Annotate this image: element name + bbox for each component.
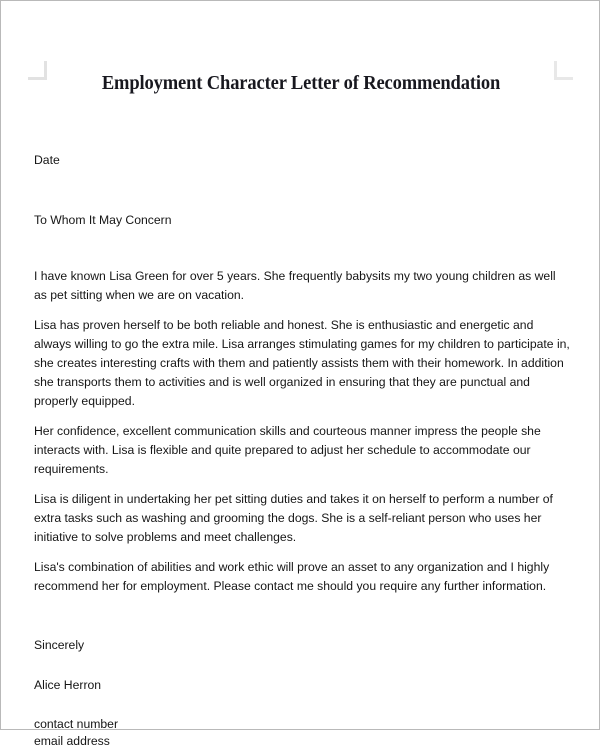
body-paragraph-5: Lisa's combination of abilities and work ethic will prove an asset to any organization and I highly recommend her for employment. Please contact me should you require any further information. xyxy=(34,560,550,593)
date-line: Date xyxy=(34,153,60,167)
salutation-line: To Whom It May Concern xyxy=(34,213,172,227)
body-paragraph-2: Lisa has proven herself to be both reliable and honest. She is enthusiastic and energetic and always willing to go the extra mile. Lisa arranges stimulating games for my children to participate in, she creates interesting crafts with them and patiently assists them with their homework. In addition she transports them to activities and is well organized in ensuring that they are punctual and properly equipped. xyxy=(34,318,570,408)
letter-body xyxy=(34,151,570,750)
signer-name: Alice Herron xyxy=(34,678,102,692)
body-paragraph-3: Her confidence, excellent communication skills and courteous manner impress the people she interacts with. Lisa is flexible and quite prepared to adjust her schedule to accommodate our requirements. xyxy=(34,424,541,476)
signature-block xyxy=(34,636,570,750)
email-address-line: email address xyxy=(34,734,110,748)
body-paragraph-4: Lisa is diligent in undertaking her pet sitting duties and takes it on herself to perform a number of extra tasks such as washing and grooming the dogs. She is a self-reliant person who uses her initiative to solve problems and meet challenges. xyxy=(34,492,553,544)
body-paragraph-1: I have known Lisa Green for over 5 years. She frequently babysits my two young children as well as pet sitting when we are on vacation. xyxy=(34,269,556,302)
page-title: Employment Character Letter of Recommendation xyxy=(101,73,501,94)
contact-number-line: contact number xyxy=(34,717,119,731)
closing-salutation: Sincerely xyxy=(34,638,85,652)
contact-block xyxy=(34,716,570,750)
